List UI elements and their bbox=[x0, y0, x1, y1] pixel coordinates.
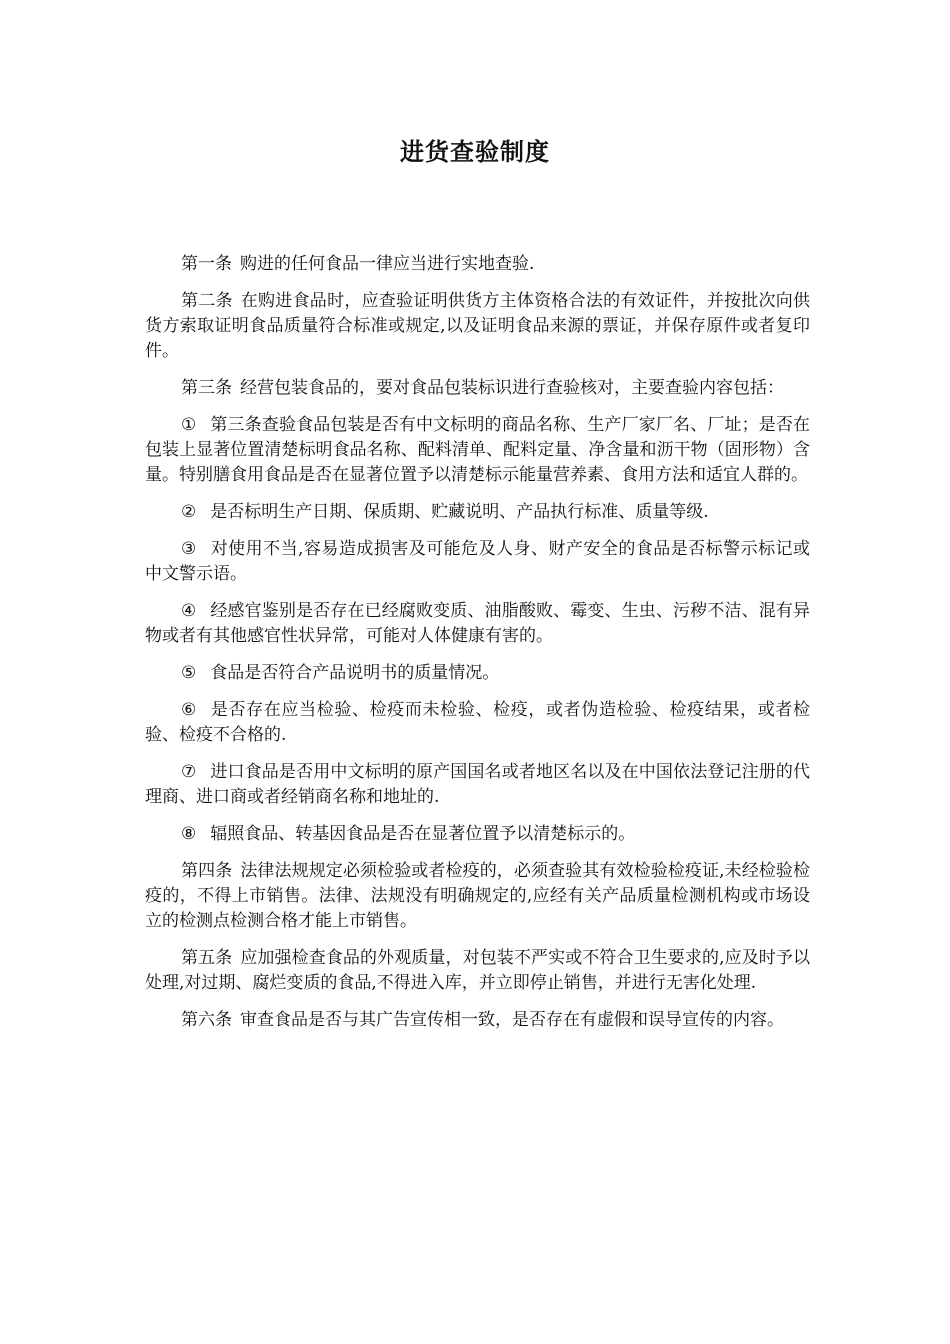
item-text: 对使用不当,容易造成损害及可能危及人身、财产安全的食品是否标警示标记或中文警示语。 bbox=[145, 539, 810, 584]
sub-item-7 bbox=[145, 760, 810, 810]
article-4 bbox=[145, 859, 810, 934]
item-text: 是否标明生产日期、保质期、贮藏说明、产品执行标准、质量等级. bbox=[210, 502, 709, 522]
item-marker: ① bbox=[181, 415, 197, 435]
item-marker: ⑧ bbox=[181, 824, 197, 844]
item-marker: ④ bbox=[181, 601, 197, 621]
document-title: 进货查验制度 bbox=[400, 138, 550, 166]
article-6 bbox=[145, 1008, 810, 1033]
article-text: 经营包装食品的，要对食品包装标识进行查验核对，主要查验内容包括： bbox=[240, 378, 784, 398]
article-label: 第一条 bbox=[181, 254, 232, 274]
sub-item-2 bbox=[145, 500, 810, 525]
item-text: 经感官鉴别是否存在已经腐败变质、油脂酸败、霉变、生虫、污秽不洁、混有异物或者有其他感官性状异常，可能对人体健康有害的。 bbox=[145, 601, 811, 646]
article-text: 购进的任何食品一律应当进行实地查验. bbox=[240, 254, 535, 274]
article-text: 审查食品是否与其广告宣传相一致，是否存在有虚假和误导宣传的内容。 bbox=[240, 1010, 784, 1030]
item-marker: ⑥ bbox=[181, 700, 197, 720]
article-label: 第二条 bbox=[181, 291, 233, 311]
item-text: 辐照食品、转基因食品是否在显著位置予以清楚标示的。 bbox=[210, 824, 636, 844]
sub-item-4 bbox=[145, 599, 810, 649]
article-text: 法律法规规定必须检验或者检疫的，必须查验其有效检验检疫证,未经检验检疫的，不得上市销售。法律、法规没有明确规定的,应经有关产品质量检测机构或市场设立的检测点检测合格才能上市销售。 bbox=[145, 861, 811, 931]
item-marker: ⑦ bbox=[181, 762, 197, 782]
article-label: 第四条 bbox=[181, 861, 233, 881]
item-text: 进口食品是否用中文标明的原产国国名或者地区名以及在中国依法登记注册的代理商、进口商或者经销商名称和地址的. bbox=[145, 762, 811, 807]
article-label: 第三条 bbox=[181, 378, 232, 398]
sub-item-5 bbox=[145, 661, 810, 686]
item-text: 是否存在应当检验、检疫而未检验、检疫，或者伪造检验、检疫结果，或者检验、检疫不合格的. bbox=[145, 700, 810, 745]
item-marker: ⑤ bbox=[181, 663, 197, 683]
sub-item-8 bbox=[145, 822, 810, 847]
item-marker: ③ bbox=[181, 539, 197, 559]
article-1 bbox=[145, 252, 810, 277]
article-label: 第六条 bbox=[181, 1010, 232, 1030]
item-text: 第三条查验食品包装是否有中文标明的商品名称、生产厂家厂名、厂址；是否在包装上显著位置清楚标明食品名称、配料清单、配料定量、净含量和沥干物（固形物）含量。特别膳食用食品是否在显著位置予以清楚标示能量营养素、食用方法和适宜人群的。 bbox=[145, 415, 811, 485]
document-body bbox=[145, 252, 810, 1045]
sub-item-6 bbox=[145, 698, 810, 748]
item-text: 食品是否符合产品说明书的质量情况。 bbox=[210, 663, 500, 683]
article-text: 应加强检查食品的外观质量，对包装不严实或不符合卫生要求的,应及时予以处理,对过期、腐烂变质的食品,不得进入库，并立即停止销售，并进行无害化处理. bbox=[145, 948, 811, 993]
sub-item-1 bbox=[145, 413, 810, 488]
article-2 bbox=[145, 289, 810, 364]
item-marker: ② bbox=[181, 502, 197, 522]
article-3 bbox=[145, 376, 810, 401]
article-text: 在购进食品时，应查验证明供货方主体资格合法的有效证件，并按批次向供货方索取证明食品质量符合标准或规定,以及证明食品来源的票证，并保存原件或者复印件。 bbox=[145, 291, 811, 361]
article-5 bbox=[145, 946, 810, 996]
article-label: 第五条 bbox=[181, 948, 233, 968]
sub-item-3 bbox=[145, 537, 810, 587]
